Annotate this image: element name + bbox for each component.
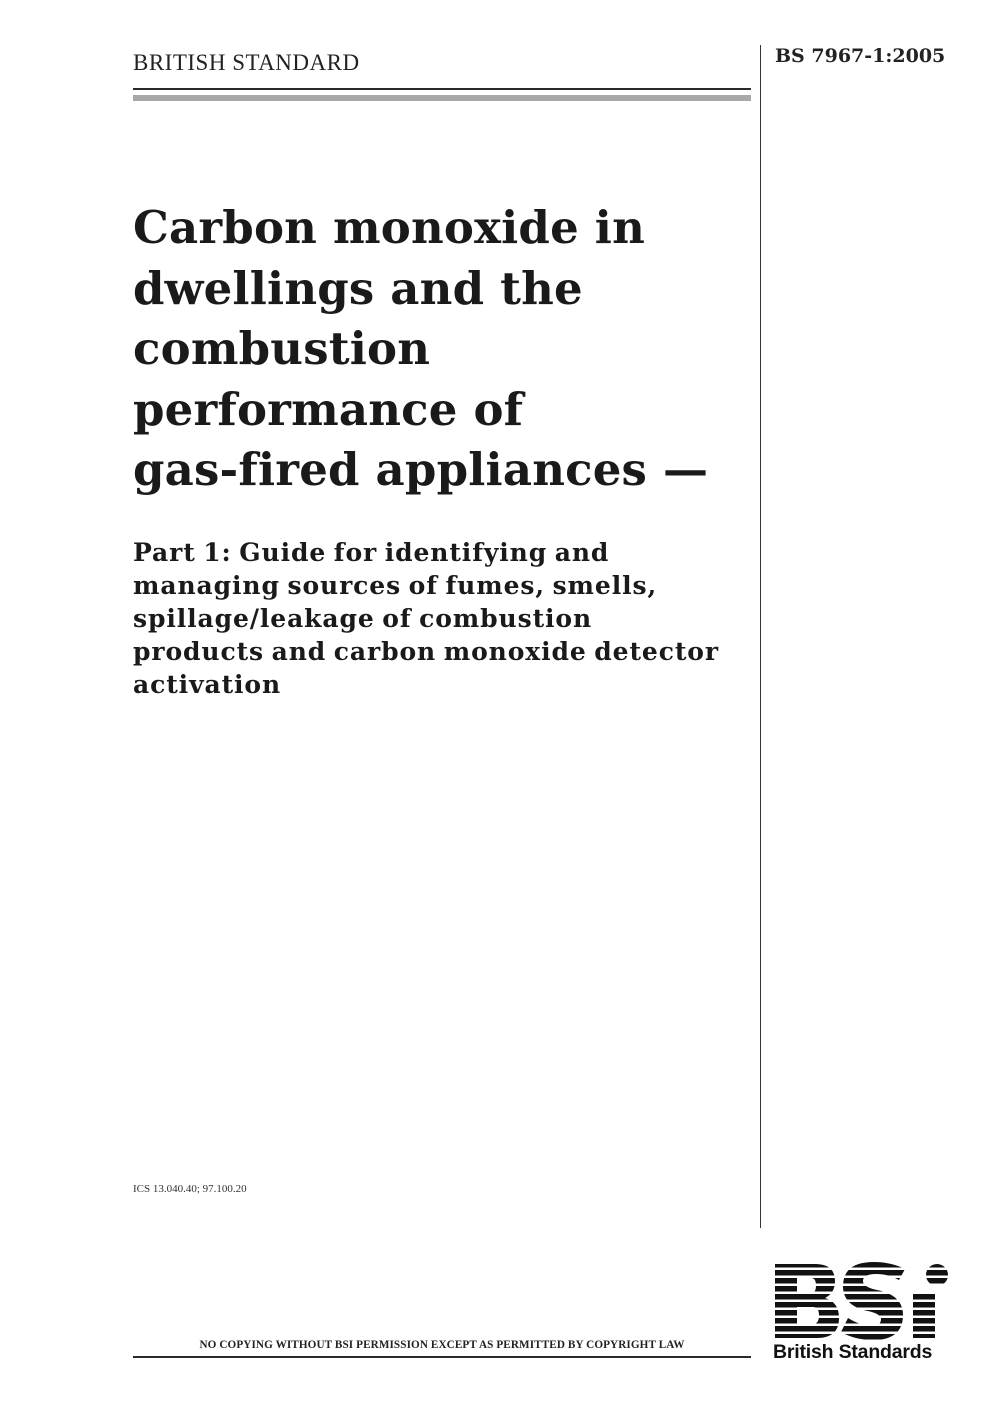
document-number: BS 7967-1:2005 (775, 45, 946, 67)
bsi-logo (773, 1262, 953, 1372)
margin-vertical-rule (760, 45, 761, 1228)
header-rule-thin (133, 88, 751, 90)
standard-type-label: BRITISH STANDARD (133, 50, 360, 75)
title-line: Carbon monoxide in (133, 201, 646, 254)
bsi-logo-mark-icon (773, 1262, 953, 1342)
bsi-logo-caption: British Standards (773, 1341, 933, 1363)
copyright-notice: NO COPYING WITHOUT BSI PERMISSION EXCEPT AS PERMITTED BY COPYRIGHT LAW (199, 1339, 685, 1351)
header-rule-thick (133, 95, 751, 101)
ics-code: ICS 13.040.40; 97.100.20 (133, 1183, 247, 1195)
document-subtitle (133, 536, 758, 701)
title-line: dwellings and the (133, 261, 583, 315)
title-line: gas-fired appliances — (133, 443, 709, 496)
document-title (133, 198, 753, 501)
subtitle-line: activation (133, 670, 282, 699)
subtitle-line: spillage/leakage of combustion (133, 604, 593, 633)
title-line: combustion (133, 322, 431, 375)
title-line: performance of (133, 382, 524, 436)
subtitle-line: managing sources of fumes, smells, (133, 571, 658, 600)
subtitle-line: Part 1: Guide for identifying and (133, 538, 610, 567)
footer-rule (133, 1356, 751, 1358)
subtitle-line: products and carbon monoxide detector (133, 637, 719, 666)
